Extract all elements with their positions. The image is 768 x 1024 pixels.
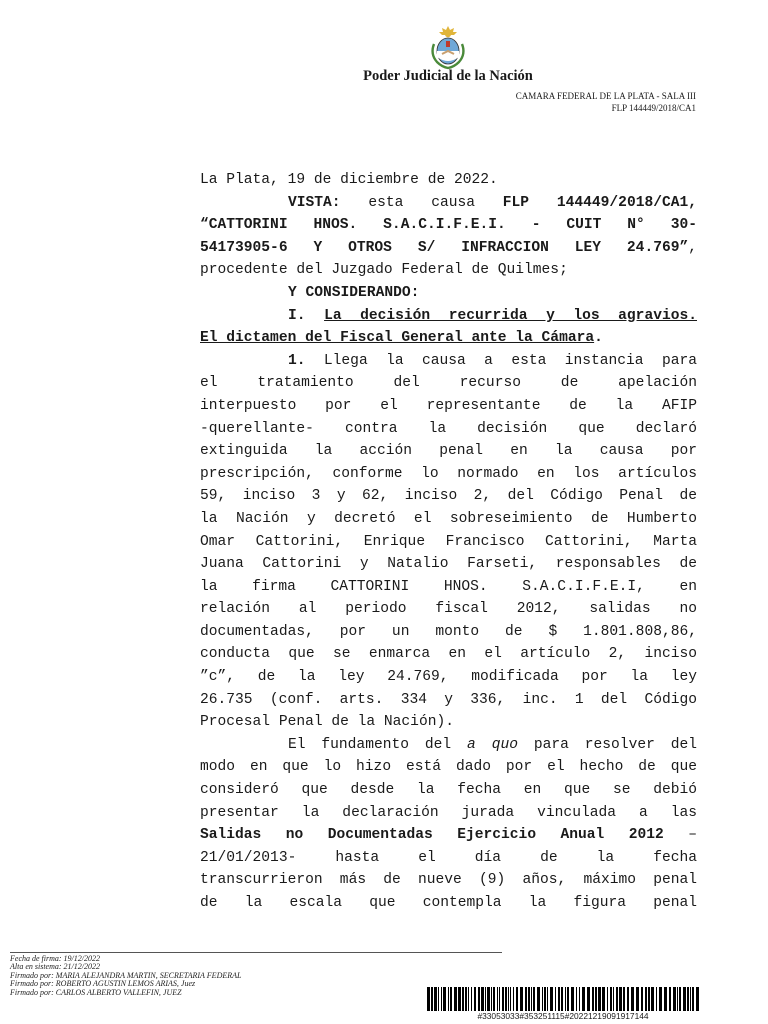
barcode-bar [493,987,495,1011]
barcode-bar [579,987,580,1011]
case-reference: FLP 144449/2018/CA1 [611,103,696,113]
barcode-bar [458,987,461,1011]
barcode-bar [659,987,662,1011]
barcode-bar [627,987,629,1011]
section-i-heading: I. La decisión recurrida y los agravios. [288,307,697,324]
barcode-bar [516,987,518,1011]
barcode-bar [692,987,694,1011]
barcode-bar [441,987,442,1011]
paragraph-2-line: consideró que desde la fecha en que se debió [200,782,697,799]
paragraph-1-line: 1. Llega la causa a esta instancia para [288,352,697,369]
paragraph-2-line: presentar la declaración jurada vinculada a las [200,804,697,821]
barcode-bar [471,987,472,1011]
barcode-bar [623,987,625,1011]
signature-date: Fecha de firma: 19/12/2022 [10,954,100,963]
barcode-number: #33053033#353251115#20221219091917144 [477,1011,649,1021]
paragraph-1-line: documentadas, por un monto de $ 1.801.808,86, [200,623,697,640]
paragraph-2-line: 21/01/2013- hasta el día de la fecha [200,849,697,866]
paragraph-2-line: de la escala que contempla la figura penal [200,895,697,911]
barcode-bar [631,987,634,1011]
considerando-heading: Y CONSIDERANDO: [288,284,420,301]
barcode-bar [645,987,647,1011]
barcode-bar [656,987,657,1011]
case-caption-line-2: 54173905-6 Y OTROS S/ INFRACCION LEY 24.769”, [200,239,697,256]
paragraph-1-line: conducta que se enmarca en el artículo 2, inciso [200,646,697,663]
case-number: FLP 144449/2018/CA1, [502,194,698,211]
paragraph-1-line: extinguida la acción penal en la causa por [200,443,697,460]
barcode-bar [673,987,676,1011]
signer-secretary: Firmado por: MARIA ALEJANDRA MARTIN, SECRETARIA FEDERAL [10,970,242,980]
barcode-bar [595,987,597,1011]
paragraph-1-line: ”c”, de la ley 24.769, modificada por la ley [200,669,697,686]
barcode-bar [561,987,563,1011]
barcode-bar [582,987,585,1011]
barcode-bar [651,987,654,1011]
barcode-bar [438,987,439,1011]
chamber-block [516,90,696,114]
barcode-bar [487,987,490,1011]
paragraph-1-line: la firma CATTORINI HNOS. S.A.C.I.F.E.I, en [200,578,697,595]
paragraph-1-line: 26.735 (conf. arts. 334 y 336, inc. 1 del Código [200,691,697,708]
barcode-bar [664,987,667,1011]
barcode-bar [669,987,671,1011]
barcode-bar [544,987,546,1011]
barcode-bar [648,987,650,1011]
barcode-bar [677,987,678,1011]
paragraph-1-line: Procesal Penal de la Nación). [200,714,454,731]
barcode-bar [641,987,643,1011]
barcode-bar [491,987,492,1011]
barcode-bar [474,987,476,1011]
paragraph-2-line: transcurrieron más de nueve (9) años, máximo penal [200,872,697,889]
barcode-bar [547,987,548,1011]
paragraph-1-line: prescripción, conforme lo normado en los artículos [200,465,697,482]
chamber-name: CAMARA FEDERAL DE LA PLATA - SALA III [515,91,696,101]
barcode-bar [434,987,437,1011]
barcode-bar [443,987,446,1011]
paragraph-2-line: Salidas no Documentadas Ejercicio Anual 2012 – [200,827,698,844]
barcode-bar [533,987,535,1011]
barcode-bar [508,987,509,1011]
barcode-bar [510,987,511,1011]
barcode-bar [542,987,543,1011]
date-line: La Plata, 19 de diciembre de 2022. [200,172,498,188]
barcode-bar [537,987,540,1011]
barcode-bar [613,987,614,1011]
barcode-bar [587,987,590,1011]
paragraph-2-line: El fundamento del a quo para resolver del [288,736,698,753]
barcode-bar [502,987,504,1011]
barcode-bar [550,987,553,1011]
paragraph-1-line: la Nación y decretó el sobreseimiento de Humberto [200,510,697,527]
barcode-bar [462,987,464,1011]
barcode-bar [513,987,514,1011]
barcode-bar [478,987,480,1011]
paragraph-2-line: modo en que lo hizo está dado por el hecho de que [200,759,697,776]
barcode-bar [576,987,577,1011]
paragraph-1-line: relación al periodo fiscal 2012, salidas no [200,601,697,618]
barcode-bar [592,987,594,1011]
barcode-bar [454,987,457,1011]
barcode-bar [683,987,686,1011]
signature-block [10,955,241,997]
barcode-bar [531,987,532,1011]
barcode-bar [571,987,574,1011]
barcode-bar [619,987,622,1011]
barcode-bar [607,987,608,1011]
signer-judge-1: Firmado por: ROBERTO AGUSTIN LEMOS ARIAS, Juez [10,979,196,989]
barcode-bar [696,987,699,1011]
case-caption-line-1: “CATTORINI HNOS. S.A.C.I.F.E.I. - CUIT N° 30- [200,217,697,234]
barcode-bar [427,987,430,1011]
paragraph-1-line: Omar Cattorini, Enrique Francisco Cattorini, Marta [200,533,697,550]
coat-of-arms-seal [427,24,469,70]
barcode-bar [481,987,484,1011]
vista-line: VISTA: esta causa FLP 144449/2018/CA1, [288,194,698,211]
barcode-bar [690,987,691,1011]
barcode-bar [485,987,486,1011]
barcode-bar [616,987,618,1011]
paragraph-1-line: 59, inciso 3 y 62, inciso 2, del Código Penal de [200,488,697,505]
barcode-bar [465,987,467,1011]
barcode-bar [431,987,433,1011]
barcode-bar [602,987,605,1011]
paragraph-1-line: Juana Cattorini y Natalio Farseti, responsables de [200,556,697,573]
barcode-bar [450,987,452,1011]
barcode-bar [525,987,527,1011]
barcode-bar [468,987,469,1011]
vista-label: VISTA: [288,194,341,211]
barcode-bar [567,987,569,1011]
court-name: Poder Judicial de la Nación [363,68,533,84]
barcode-bar [499,987,500,1011]
barcode-bar [555,987,556,1011]
barcode-bar [636,987,639,1011]
barcode-bar [558,987,560,1011]
barcode-bar [565,987,566,1011]
resolution-body [200,169,697,915]
barcode-bar [505,987,507,1011]
barcode-bar [598,987,601,1011]
signature-divider [10,952,502,953]
document-barcode [427,987,699,1011]
paragraph-1-line: -querellante- contra la decisión que declaró [200,420,697,437]
barcode-bar [497,987,498,1011]
section-i-heading-cont: El dictamen del Fiscal General ante la Cámara. [200,330,603,347]
barcode-bar [687,987,689,1011]
origin-court-line: procedente del Juzgado Federal de Quilmes; [200,262,568,279]
barcode-bar [448,987,449,1011]
system-date: Alta en sistema: 21/12/2022 [10,962,100,972]
barcode-bar [528,987,530,1011]
paragraph-1-line: interpuesto por el representante de la AFIP [200,397,697,414]
barcode-bar [520,987,523,1011]
paragraph-1-line: el tratamiento del recurso de apelación [200,375,697,392]
barcode-bar [610,987,612,1011]
signer-judge-2: Firmado por: CARLOS ALBERTO VALLEFIN, JUEZ [10,987,182,997]
barcode-bar [679,987,681,1011]
